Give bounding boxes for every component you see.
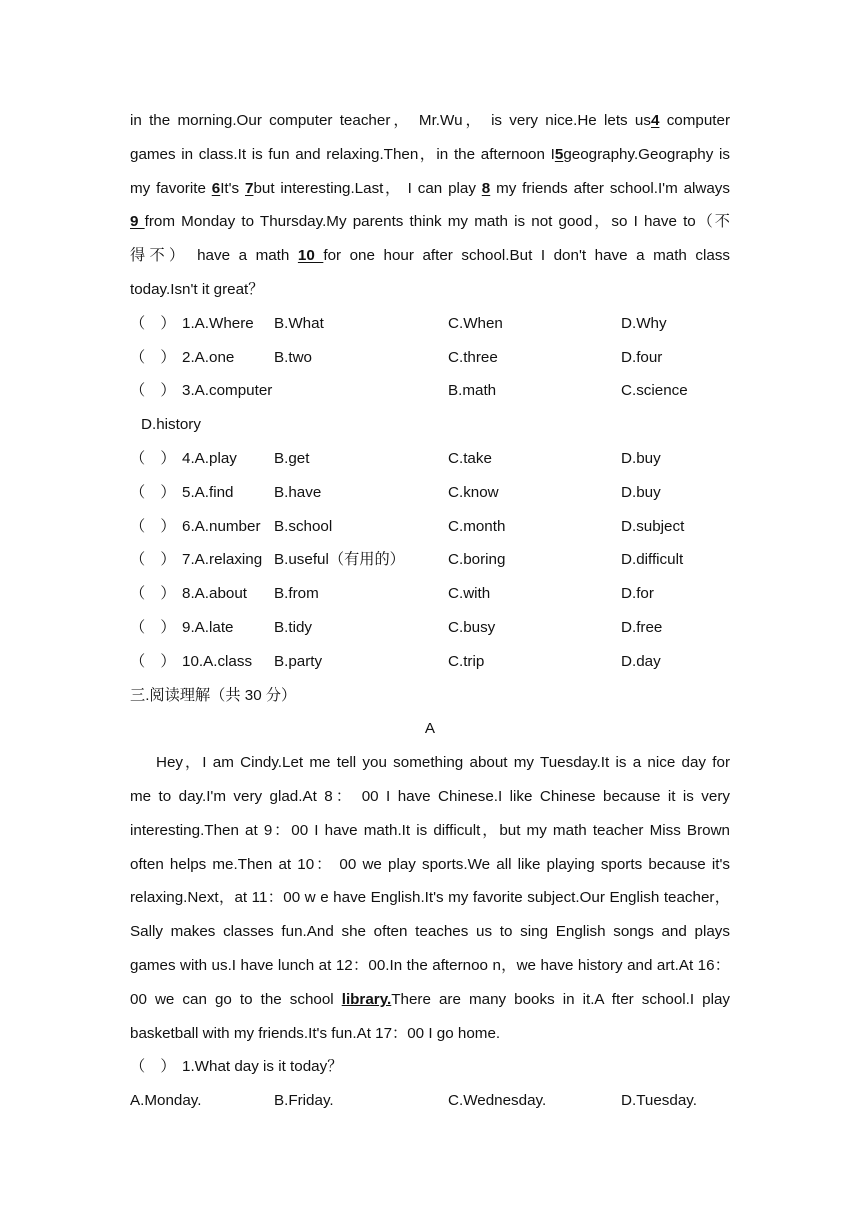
option-b: B.have — [274, 483, 322, 501]
option-c: C.month — [448, 517, 506, 535]
option-a: 9.A.late — [182, 618, 234, 636]
passage-text: me to day.I'm very glad.At 8： 00 I have Chinese.I like Chinese because it is very — [130, 787, 730, 805]
passage-line — [130, 780, 730, 814]
option-b: B.Friday. — [274, 1092, 334, 1110]
option-c: C.know — [448, 483, 499, 501]
cloze-passage — [130, 104, 730, 307]
cloze-line — [130, 205, 730, 239]
cloze-text: my friends after school.I'm always — [490, 179, 730, 197]
reading-options — [130, 1084, 730, 1118]
passage-text: 00 we can go to the school — [130, 990, 342, 1008]
blank-number: 10 — [297, 247, 324, 265]
option-b: B.school — [274, 517, 333, 535]
passage-text: Sally makes classes fun.And she often teaches us to sing English songs and plays — [130, 923, 730, 941]
option-c: C.with — [448, 585, 491, 603]
cloze-text: It's — [220, 179, 245, 197]
option-a: 10.A.class — [182, 652, 253, 670]
option-a: 3.A.computer — [182, 382, 273, 400]
passage-text: Hey，I am Cindy.Let me tell you something about my Tuesday.It is a nice day for — [156, 754, 730, 772]
passage-text: interesting.Then at 9：00 I have math.It is difficult，but my math teacher Miss Brown — [130, 821, 730, 839]
cloze-text: today.Isn't it great？ — [130, 280, 264, 298]
answer-paren: （ ） — [130, 652, 176, 670]
option-c: C.three — [448, 348, 498, 366]
passage-text: often helps me.Then at 10： 00 we play sports.We all like playing sports because it's — [130, 855, 730, 873]
option-b: B.from — [274, 585, 319, 603]
option-c: C.boring — [448, 551, 506, 569]
option-d: D.difficult — [621, 551, 684, 569]
cloze-text: games in class.It is fun and relaxing.Then，in the afternoon I — [130, 145, 555, 163]
option-a: 1.A.Where — [182, 314, 254, 332]
option-d: D.four — [621, 348, 663, 366]
cloze-text: in the morning.Our computer teacher， Mr.Wu， is very nice.He lets us — [130, 112, 651, 129]
option-d: D.Tuesday. — [621, 1092, 697, 1110]
option-b: B.get — [274, 449, 310, 467]
passage-text: games with us.I have lunch at 12：00.In the afternoo n，we have history and art.At 16： — [130, 956, 730, 974]
blank-number: 5 — [554, 145, 564, 163]
answer-paren: （ ） — [130, 517, 176, 535]
option-d: C.science — [621, 382, 688, 400]
option-a: 4.A.play — [182, 449, 237, 467]
answer-paren: （ ） — [130, 618, 176, 636]
option-a: 8.A.about — [182, 585, 248, 603]
question-row — [130, 645, 730, 679]
answer-paren: （ ） — [130, 551, 176, 569]
cloze-text: from Monday to Thursday.My parents think my math is not good，so I have to（不 — [144, 213, 730, 231]
option-c: C.Wednesday. — [448, 1092, 547, 1110]
cloze-text: but interesting.Last， I can play — [253, 179, 482, 197]
question-row — [130, 307, 730, 341]
option-b: B.useful（有用的） — [274, 551, 405, 569]
question-row — [130, 577, 730, 611]
option-b: B.party — [274, 652, 323, 670]
cloze-text: 得不） have a math — [130, 247, 298, 265]
question-text: 1.What day is it today？ — [182, 1058, 343, 1076]
option-c: C.take — [448, 449, 492, 467]
option-c: B.math — [448, 382, 497, 400]
answer-paren: （ ） — [130, 348, 176, 366]
library-word: library. — [341, 990, 392, 1008]
option-c: C.trip — [448, 652, 485, 670]
option-d: D.free — [621, 618, 663, 636]
passage-line — [130, 746, 730, 780]
passage-line — [130, 915, 730, 949]
option-a: 6.A.number — [182, 517, 261, 535]
option-b: B.What — [274, 314, 324, 332]
option-a: 5.A.find — [182, 483, 234, 501]
cloze-line — [130, 104, 730, 138]
passage-line — [130, 983, 730, 1017]
question-row — [130, 442, 730, 476]
question-row — [130, 341, 730, 375]
wrapped-option: D.history — [141, 416, 201, 434]
cloze-text: for one hour after school.But I don't have a math class — [323, 247, 731, 265]
option-b: B.tidy — [274, 618, 312, 636]
passage-line — [130, 949, 730, 983]
passage-line — [130, 848, 730, 882]
cloze-line — [130, 138, 730, 172]
option-d: D.for — [621, 585, 654, 603]
question-row — [130, 374, 730, 408]
option-c: C.busy — [448, 618, 496, 636]
answer-paren: （ ） — [130, 449, 176, 467]
answer-paren: （ ） — [130, 1058, 176, 1076]
option-b: B.two — [274, 348, 312, 366]
option-d: D.day — [621, 652, 661, 670]
answer-paren: （ ） — [130, 382, 176, 400]
passage-text: basketball with my friends.It's fun.At 17：00 I go home. — [130, 1024, 501, 1042]
cloze-line — [130, 273, 730, 307]
passage-line — [130, 881, 730, 915]
answer-paren: （ ） — [130, 483, 176, 501]
answer-paren: （ ） — [130, 314, 176, 332]
blank-number: 9 — [130, 213, 145, 231]
blank-number: 4 — [650, 112, 660, 129]
reading-passage — [130, 746, 730, 1050]
cloze-line — [130, 239, 730, 273]
question-row — [130, 476, 730, 510]
option-d: D.subject — [621, 517, 685, 535]
question-row — [130, 543, 730, 577]
option-a: 2.A.one — [182, 348, 235, 366]
option-a: A.Monday. — [130, 1092, 202, 1110]
blank-number: 7 — [244, 179, 254, 197]
section-heading: 三.阅读理解（共 30 分） — [130, 686, 297, 704]
cloze-text: geography.Geography is — [563, 145, 730, 163]
cloze-line — [130, 172, 730, 206]
passage-line — [130, 814, 730, 848]
passage-text: There are many books in it.A fter school.I play — [391, 990, 731, 1008]
option-d: D.Why — [621, 314, 667, 332]
passage-line — [130, 1017, 730, 1051]
option-c: C.When — [448, 314, 503, 332]
blank-number: 8 — [481, 179, 491, 197]
option-d: D.buy — [621, 449, 661, 467]
option-d: D.buy — [621, 483, 661, 501]
cloze-questions — [130, 307, 730, 679]
question-row — [130, 510, 730, 544]
reading-question — [130, 1050, 730, 1084]
blank-number: 6 — [211, 179, 221, 197]
worksheet-page — [130, 104, 730, 1118]
option-a: 7.A.relaxing — [182, 551, 263, 569]
answer-paren: （ ） — [130, 585, 176, 603]
cloze-text: computer — [659, 112, 730, 129]
cloze-text: my favorite — [130, 179, 212, 197]
passage-text: relaxing.Next，at 11：00 w e have English.It's my favorite subject.Our English teacher， — [130, 889, 730, 907]
question-row — [130, 611, 730, 645]
passage-label: A — [424, 720, 436, 738]
